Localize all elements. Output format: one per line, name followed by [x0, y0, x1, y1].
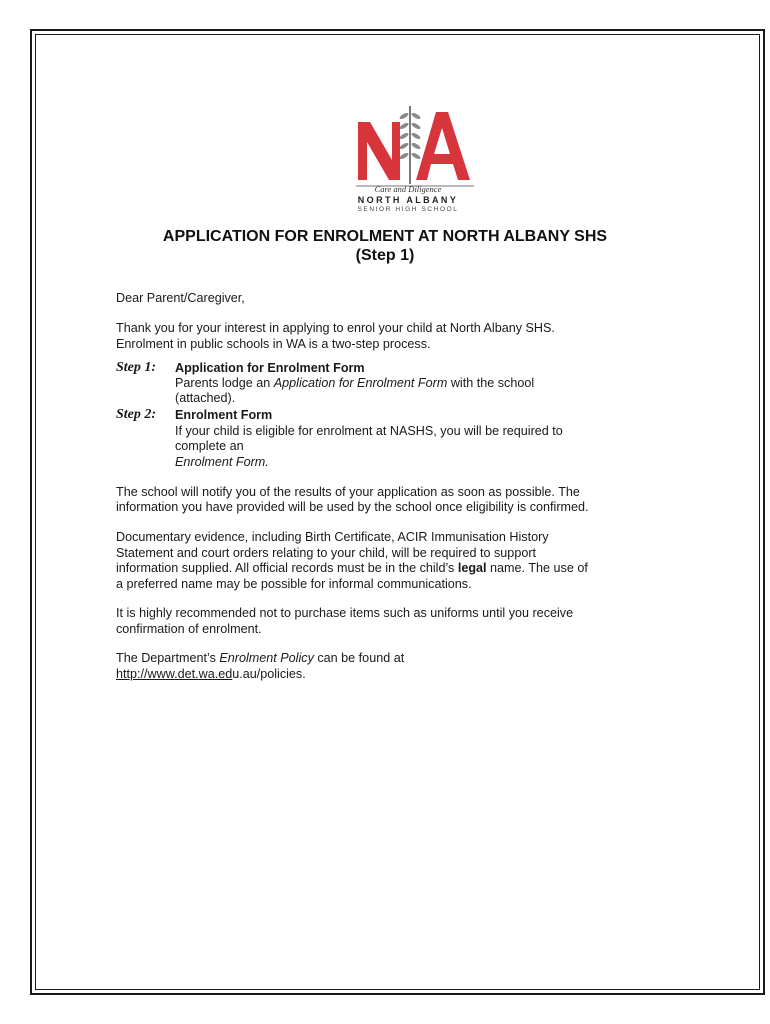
nashs-logo-icon	[352, 102, 478, 190]
intro-line-1: Thank you for your interest in applying to enrol your child at North Albany SHS.	[116, 321, 555, 335]
logo-school-name: NORTH ALBANY	[357, 195, 459, 205]
notify-line-1: The school will notify you of the results of your application as soon as possible. The	[116, 485, 580, 499]
evidence-line-4: a preferred name may be possible for informal communications.	[116, 577, 472, 591]
evidence-line-1: Documentary evidence, including Birth Certificate, ACIR Immunisation History	[116, 530, 549, 544]
step-2-text-line-2: complete an	[175, 439, 244, 453]
school-logo	[352, 102, 478, 214]
notify-line-2: information you have provided will be used by the school once eligibility is confirmed.	[116, 500, 589, 514]
policy-line-2: http://www.det.wa.edu.au/policies.	[116, 667, 306, 681]
step-1-text-line-2: (attached).	[175, 391, 236, 405]
page-subtitle: (Step 1)	[355, 247, 415, 264]
logo-motto: Care and Diligence	[374, 184, 442, 194]
evidence-line-2: Statement and court orders relating to your child, will be required to support	[116, 546, 537, 560]
evidence-line-3: information supplied. All official records must be in the child’s legal name. The use of	[116, 561, 588, 575]
logo-school-sub: SENIOR HIGH SCHOOL	[357, 206, 459, 213]
step-1-label: Step 1:	[116, 360, 157, 375]
recommend-line-2: confirmation of enrolment.	[116, 622, 262, 636]
greeting: Dear Parent/Caregiver,	[116, 291, 245, 305]
step-2-label: Step 2:	[116, 407, 157, 422]
step-2-text-line-3: Enrolment Form.	[175, 455, 269, 469]
policy-line-1: The Department’s Enrolment Policy can be found at	[116, 651, 405, 665]
step-2-text-line-1: If your child is eligible for enrolment at NASHS, you will be required to	[175, 424, 563, 438]
policy-link[interactable]: http://www.det.wa.ed	[116, 667, 233, 681]
step-1-text: Parents lodge an Application for Enrolment Form with the school	[175, 376, 535, 390]
recommend-line-1: It is highly recommended not to purchase items such as uniforms until you receive	[116, 606, 574, 620]
page-title: APPLICATION FOR ENROLMENT AT NORTH ALBANY SHS	[162, 228, 608, 245]
step-2-title: Enrolment Form	[175, 408, 273, 422]
step-1-title: Application for Enrolment Form	[175, 361, 365, 375]
intro-line-2: Enrolment in public schools in WA is a two-step process.	[116, 337, 431, 351]
